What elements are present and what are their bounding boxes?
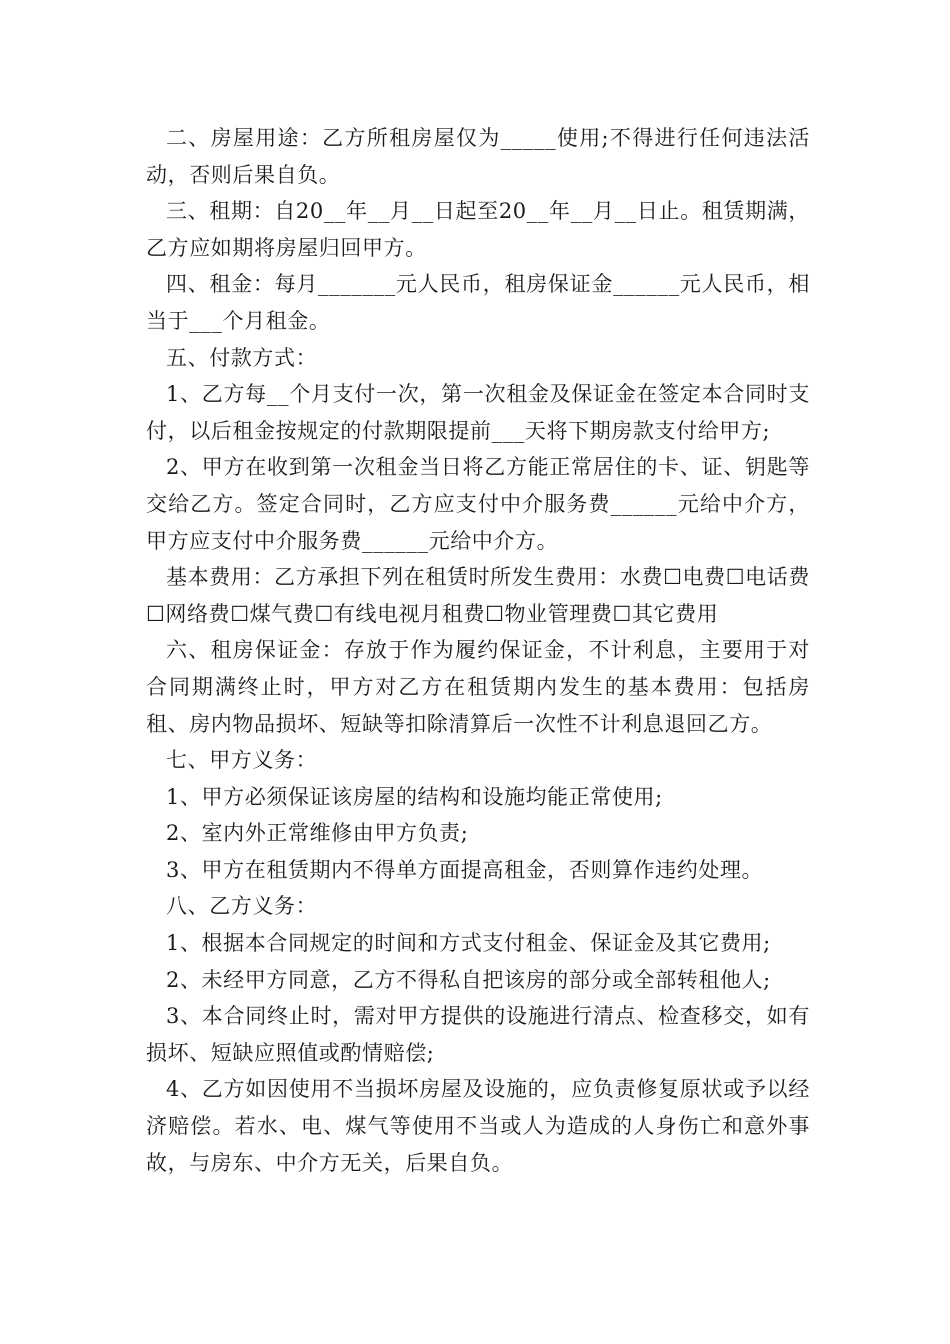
- clause-payment-item-2: 2、甲方在收到第一次租金当日将乙方能正常居住的卡、证、钥匙等交给乙方。签定合同时，乙方应支付中介服务费______元给中介方，甲方应支付中介服务费______元给中介方。: [146, 455, 810, 553]
- contract-body: [146, 120, 810, 1181]
- clause-rent: 四、租金：每月_______元人民币，租房保证金______元人民币，相当于___个月租金。: [146, 272, 810, 333]
- clause-tenant-duty-3: 3、本合同终止时，需对甲方提供的设施进行清点、检查移交，如有损坏、短缺应照值或酌情赔偿;: [146, 1004, 810, 1065]
- clause-tenant-duty-1: 1、根据本合同规定的时间和方式支付租金、保证金及其它费用;: [166, 931, 771, 956]
- clause-landlord-duty-1: 1、甲方必须保证该房屋的结构和设施均能正常使用;: [166, 784, 663, 809]
- clause-basic-fees: 基本费用：乙方承担下列在租赁时所发生费用：水费☐电费☐电话费☐网络费☐煤气费☐有线电视月租费☐物业管理费☐其它费用: [146, 565, 810, 626]
- clause-deposit: 六、租房保证金：存放于作为履约保证金，不计利息，主要用于对合同期满终止时，甲方对乙方在租赁期内发生的基本费用：包括房租、房内物品损坏、短缺等扣除清算后一次性不计利息退回乙方。: [146, 638, 810, 736]
- clause-tenant-duty-4: 4、乙方如因使用不当损坏房屋及设施的，应负责修复原状或予以经济赔偿。若水、电、煤气等使用不当或人为造成的人身伤亡和意外事故，与房东、中介方无关，后果自负。: [146, 1077, 810, 1175]
- clause-landlord-duties-heading: 七、甲方义务：: [166, 748, 318, 773]
- clause-tenant-duty-2: 2、未经甲方同意，乙方不得私自把该房的部分或全部转租他人;: [166, 967, 771, 992]
- clause-lease-term: 三、租期：自20__年__月__日起至20__年__月__日止。租赁期满，乙方应如期将房屋归回甲方。: [146, 199, 810, 260]
- clause-landlord-duty-3: 3、甲方在租赁期内不得单方面提高租金，否则算作违约处理。: [166, 857, 764, 882]
- clause-tenant-duties-heading: 八、乙方义务：: [166, 894, 318, 919]
- clause-house-use: 二、房屋用途：乙方所租房屋仅为_____使用;不得进行任何违法活动，否则后果自负。: [146, 126, 810, 187]
- clause-landlord-duty-2: 2、室内外正常维修由甲方负责;: [166, 821, 469, 846]
- clause-payment-item-1: 1、乙方每__个月支付一次，第一次租金及保证金在签定本合同时支付，以后租金按规定的付款期限提前___天将下期房款支付给甲方;: [146, 382, 810, 443]
- clause-payment-heading: 五、付款方式：: [166, 345, 318, 370]
